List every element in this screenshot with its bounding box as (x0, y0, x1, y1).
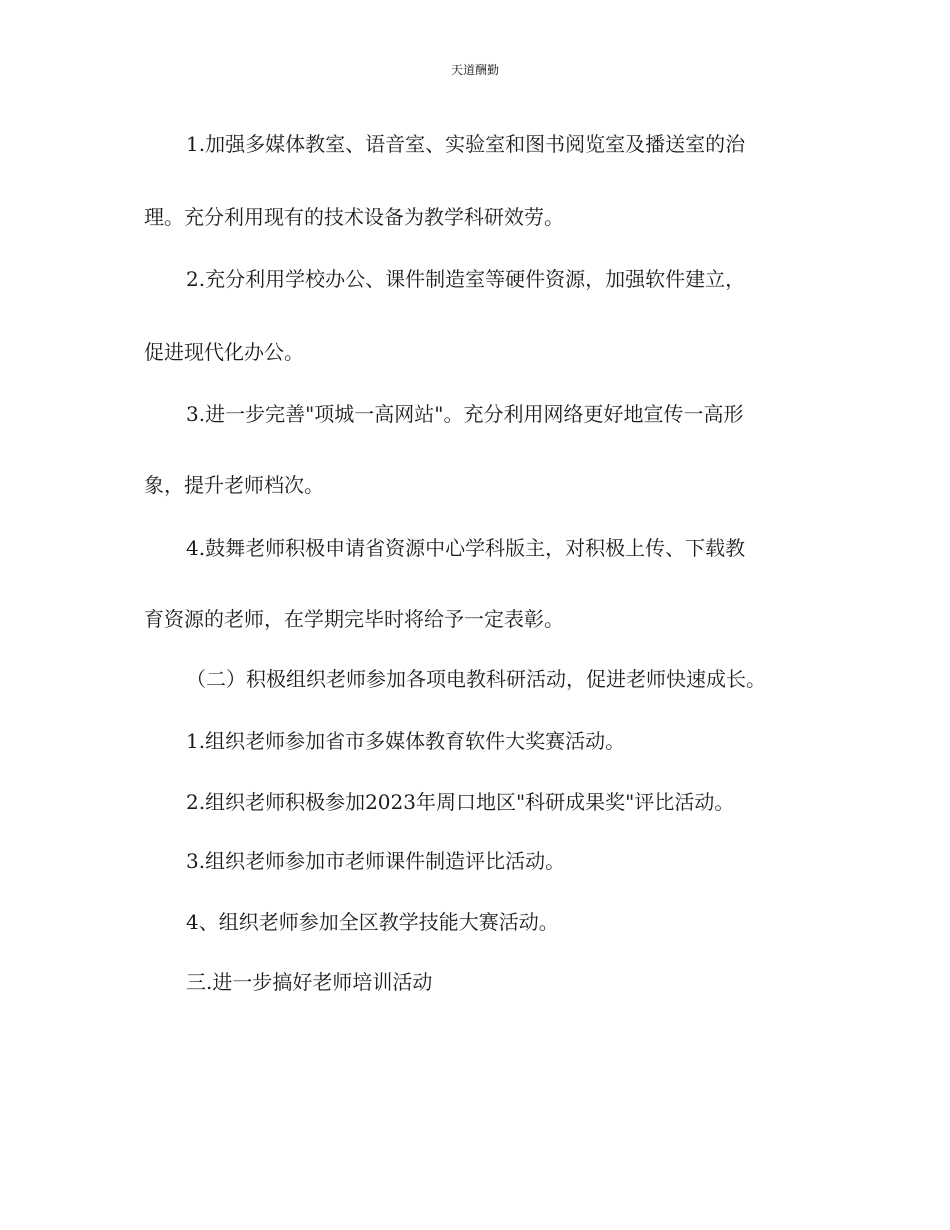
text: 理。充分利用现有的技术设备为教学科研效劳。 (144, 205, 564, 229)
paragraph-1-line-1 (0, 129, 950, 159)
paragraph-3-line-2 (0, 470, 950, 500)
text: 三.进一步搞好老师培训活动 (186, 970, 433, 994)
section-2-item-4 (0, 907, 950, 937)
paragraph-2-line-1 (0, 264, 950, 294)
section-2-item-2 (0, 787, 950, 817)
text: 3.进一步完善"项城一高网站"。充分利用网络更好地宣传一高形 (186, 402, 744, 426)
section-3-heading (0, 967, 950, 997)
text: 1.组织老师参加省市多媒体教育软件大奖赛活动。 (186, 729, 626, 753)
text: 1.加强多媒体教室、语音室、实验室和图书阅览室及播送室的治 (186, 132, 746, 156)
paragraph-4-line-2 (0, 604, 950, 634)
section-2-item-1 (0, 726, 950, 756)
section-2-item-3 (0, 846, 950, 876)
text: 育资源的老师，在学期完毕时将给予一定表彰。 (144, 607, 564, 631)
text: 2.组织老师积极参加2023年周口地区"科研成果奖"评比活动。 (186, 790, 735, 814)
page-header: 天道酬勤 (450, 63, 499, 77)
text: 4、组织老师参加全区教学技能大赛活动。 (186, 910, 559, 934)
text: （二）积极组织老师参加各项电教科研活动，促进老师快速成长。 (186, 667, 766, 691)
paragraph-2-line-2 (0, 337, 950, 367)
text: 促进现代化办公。 (144, 340, 304, 364)
text: 象，提升老师档次。 (144, 473, 324, 497)
section-2-heading (0, 664, 950, 694)
text: 2.充分利用学校办公、课件制造室等硬件资源，加强软件建立， (186, 267, 746, 291)
paragraph-3-line-1 (0, 399, 950, 429)
paragraph-4-line-1 (0, 533, 950, 563)
text: 3.组织老师参加市老师课件制造评比活动。 (186, 849, 566, 873)
text: 4.鼓舞老师积极申请省资源中心学科版主，对积极上传、下载教 (186, 536, 746, 560)
paragraph-1-line-2 (0, 202, 950, 232)
